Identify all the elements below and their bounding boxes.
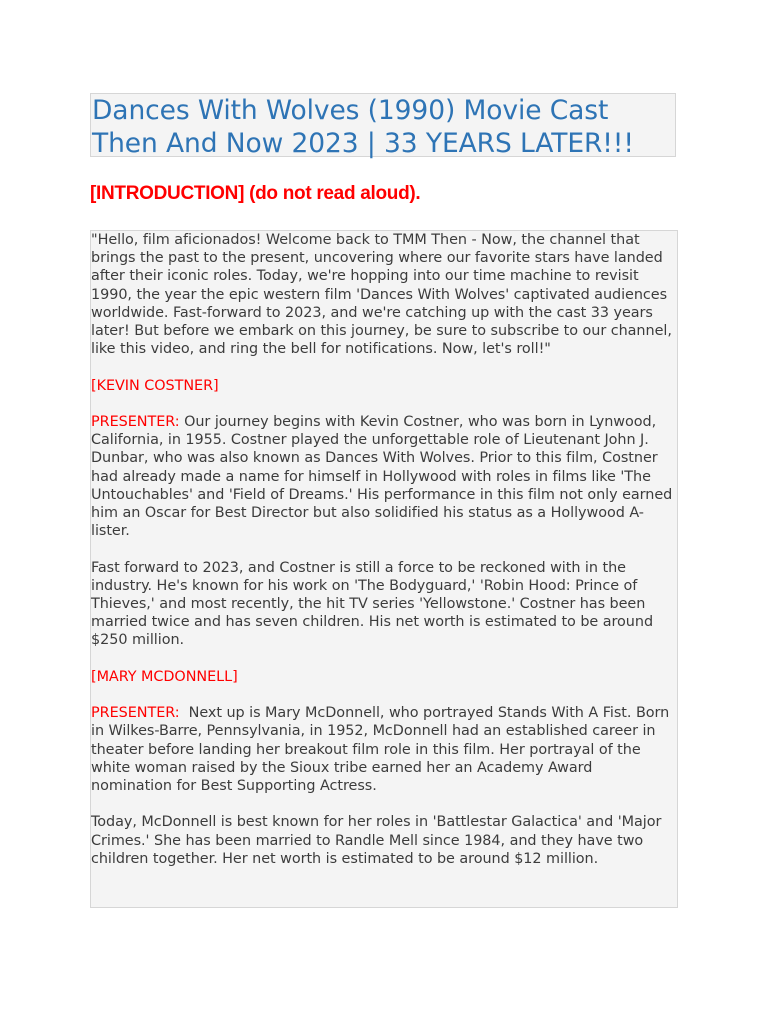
intro-paragraph: "Hello, film aficionados! Welcome back to TMM Then - Now, the channel that brings the past to the present, uncovering where our favorite stars have landed after their iconic roles. Today, we're hopping into our time machine to revisit 1990, the year the epic western film 'Dances With Wolves' captivated audiences worldwide. Fast-forward to 2023, and we're catching up with the cast 33 years later! But before we embark on this journey, be sure to subscribe to our channel, like this video, and ring the bell for notifications. Now, let's roll!" bbox=[91, 232, 677, 358]
mary-mcdonnell-paragraph-1 bbox=[91, 704, 677, 795]
kevin-costner-paragraph-1 bbox=[91, 413, 677, 540]
kevin-costner-paragraph-2: Fast forward to 2023, and Costner is still a force to be reckoned with in the industry. He's known for his work on 'The Bodyguard,' 'Robin Hood: Prince of Thieves,' and most recently, the hit TV series 'Yellowstone.' Costner has been married twice and has seven children. His net worth is estimated to be around $250 million. bbox=[91, 559, 658, 649]
presenter-label: PRESENTER: bbox=[91, 414, 180, 430]
title-box bbox=[90, 93, 676, 157]
intro-heading: [INTRODUCTION] (do not read aloud). bbox=[90, 183, 421, 204]
paragraph-text: Our journey begins with Kevin Costner, who was born in Lynwood, California, in 1955. Costner played the unforgettable role of Lieutenant John J. Dunbar, who was also known as Dances With Wolves. Prior to this film, Costner had already made a name for himself in Hollywood with roles in films like 'The Untouchables' and 'Field of Dreams.' His performance in this film not only earned him an Oscar for Best Director but also solidified his status as a Hollywood A-lister. bbox=[91, 414, 677, 540]
script-body bbox=[90, 230, 678, 908]
paragraph-text: Next up is Mary McDonnell, who portrayed Stands With A Fist. Born in Wilkes-Barre, Pennsylvania, in 1952, McDonnell had an established career in theater before landing her breakout film role in this film. Her portrayal of the white woman raised by the Sioux tribe earned her an Academy Award nomination for Best Supporting Actress. bbox=[91, 705, 674, 795]
document-title bbox=[92, 94, 675, 160]
mary-mcdonnell-paragraph-2: Today, McDonnell is best known for her roles in 'Battlestar Galactica' and 'Major Crimes.' She has been married to Randle Mell since 1984, and they have two children together. Her net worth is estimated to be around $12 million. bbox=[91, 814, 666, 867]
section-heading-mary-mcdonnell: [MARY MCDONNELL] bbox=[91, 668, 238, 685]
presenter-label: PRESENTER: bbox=[91, 705, 180, 722]
title-line-1: Dances With Wolves (1990) Movie Cast bbox=[92, 95, 609, 126]
section-heading-kevin-costner: [KEVIN COSTNER] bbox=[91, 377, 219, 394]
title-line-2: Then And Now 2023 | 33 YEARS LATER!!! bbox=[92, 128, 634, 159]
